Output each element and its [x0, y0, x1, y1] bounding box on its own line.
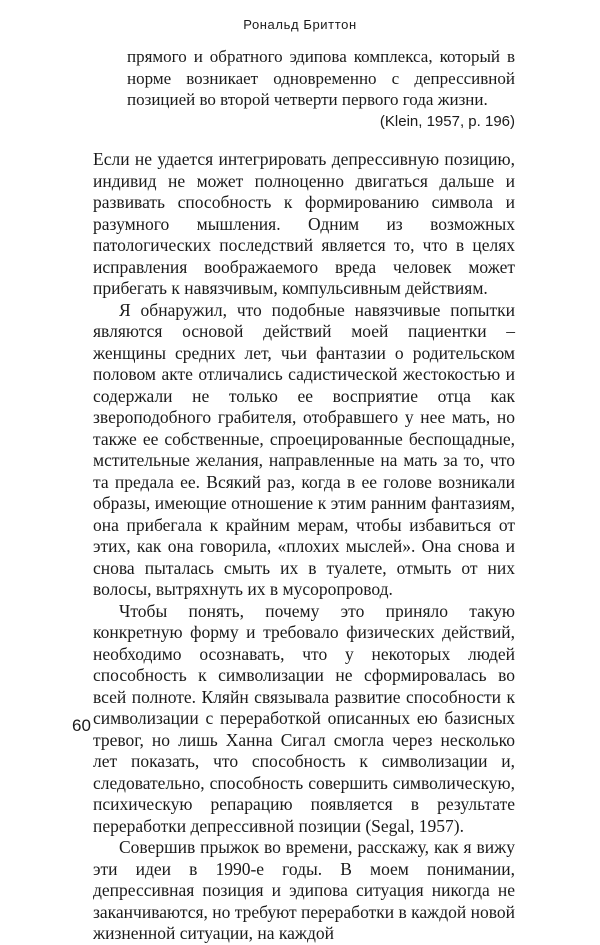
paragraph-2: Я обнаружил, что подобные навязчивые попытки являются основой действий моей пациентки – женщины средних лет, чьи фантазии о родительском половом акте отличались садистической жестокостью и содержали не только ее восприятие отца как звероподобного грабителя, отобравшего у нее мать, но также ее собственные, спроецированные беспощадные, мстительные желания, направленные на мать за то, что та предала ее. Всякий раз, когда в ее голове возникали образы, имеющие отношение к этим ранним фантазиям, она прибегала к крайним мерам, чтобы избавиться от этих, как она говорила, «плохих мыслей». Она снова и снова пыталась смыть их в туалете, отмыть от них волосы, вытряхнуть их в мусоропровод. [93, 299, 515, 599]
block-quote [127, 46, 515, 111]
running-head-author: Рональд Бриттон [243, 17, 357, 32]
paragraph-1: Если не удается интегрировать депрессивную позицию, индивид не может полноценно двигаться дальше и развивать способность к формированию символа и разумного мышления. Одним из возможных патологических последствий является то, что в целях исправления воображаемого вреда человек может прибегать к навязчивым, компульсивным действиям. [93, 149, 515, 298]
page-number: 60 [72, 716, 91, 735]
page-body [93, 46, 515, 945]
quote-text: прямого и обратного эдипова комплекса, который в норме возникает одновременно с депрессивной позицией во второй четверти первого года жизни. [127, 47, 515, 109]
paragraph-3: Чтобы понять, почему это приняло такую конкретную форму и требовало физических действий, необходимо осознавать, что у некоторых людей способность к символизации не сформировалась во всей полноте. Кляйн связывала развитие способности к символизации с переработкой описанных ею базисных тревог, но лишь Ханна Сигал смогла через несколько лет показать, что способность к символизации и, следовательно, способность совершить символическую, психическую репарацию появляется в результате переработки депрессивной позиции (Segal, 1957). [93, 600, 515, 836]
paragraph-4: Совершив прыжок во времени, расскажу, как я вижу эти идеи в 1990-е годы. В моем понимании, депрессивная позиция и эдипова ситуация никогда не заканчиваются, но требуют переработки в каждой новой жизненной ситуации, на каждой [93, 837, 515, 943]
quote-citation: (Klein, 1957, p. 196) [379, 112, 515, 130]
